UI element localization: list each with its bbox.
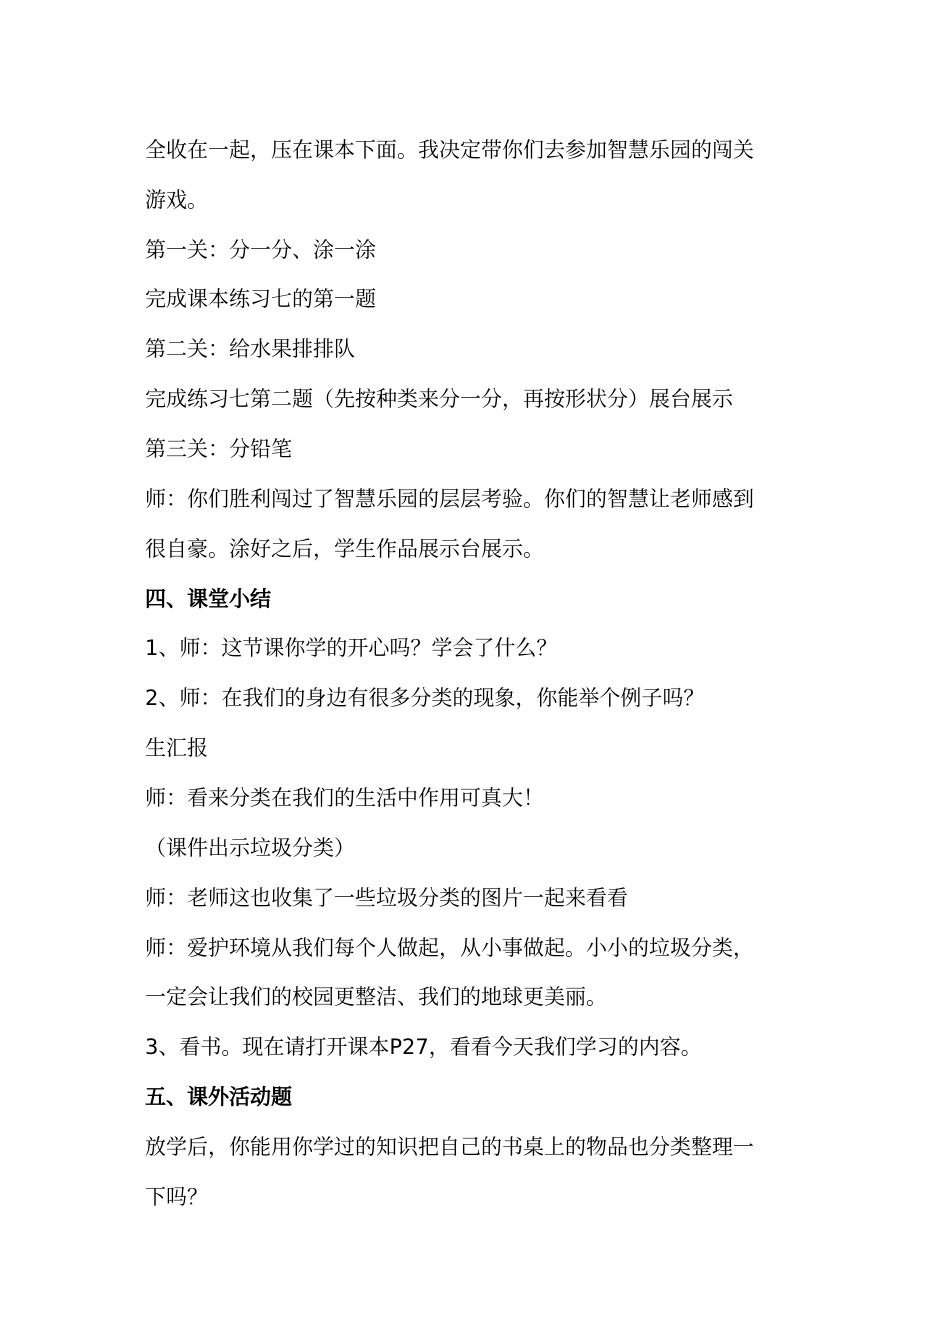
text-line-teacher-remark: 师：看来分类在我们的生活中作用可真大！ (145, 786, 544, 810)
text-line-teacher-environment-1: 师：爱护环境从我们每个人做起，从小事做起。小小的垃圾分类， (145, 936, 754, 960)
text-line-activity-1: 放学后，你能用你学过的知识把自己的书桌上的物品也分类整理一 (145, 1135, 754, 1159)
text-line-level-2-task: 完成练习七第二题（先按种类来分一分，再按形状分）展台展示 (145, 387, 733, 411)
text-line-activity-2: 下吗？ (145, 1185, 208, 1209)
text-line-student-report: 生汇报 (145, 736, 208, 760)
section-heading-summary: 四、课堂小结 (145, 587, 271, 611)
text-line-teacher-environment-2: 一定会让我们的校园更整洁、我们的地球更美丽。 (145, 985, 607, 1009)
text-line-level-1-task: 完成课本练习七的第一题 (145, 287, 376, 311)
text-line-intro-1: 全收在一起，压在课本下面。我决定带你们去参加智慧乐园的闯关 (145, 138, 754, 162)
text-line-level-2: 第二关：给水果排排队 (145, 337, 355, 361)
text-line-teacher-praise-1: 师：你们胜利闯过了智慧乐园的层层考验。你们的智慧让老师感到 (145, 487, 754, 511)
text-line-courseware-note: （课件出示垃圾分类） (145, 836, 355, 860)
text-line-level-1: 第一关：分一分、涂一涂 (145, 238, 376, 262)
text-line-teacher-praise-2: 很自豪。涂好之后，学生作品展示台展示。 (145, 537, 544, 561)
text-line-teacher-pictures: 师：老师这也收集了一些垃圾分类的图片一起来看看 (145, 886, 628, 910)
text-line-level-3: 第三关：分铅笔 (145, 437, 292, 461)
section-heading-activity: 五、课外活动题 (145, 1085, 292, 1109)
text-line-read-book: 3、看书。现在请打开课本P27，看看今天我们学习的内容。 (145, 1035, 702, 1059)
text-line-summary-2: 2、师：在我们的身边有很多分类的现象，你能举个例子吗？ (145, 686, 705, 710)
text-line-summary-1: 1、师：这节课你学的开心吗？学会了什么？ (145, 636, 558, 660)
text-line-intro-2: 游戏。 (145, 188, 208, 212)
